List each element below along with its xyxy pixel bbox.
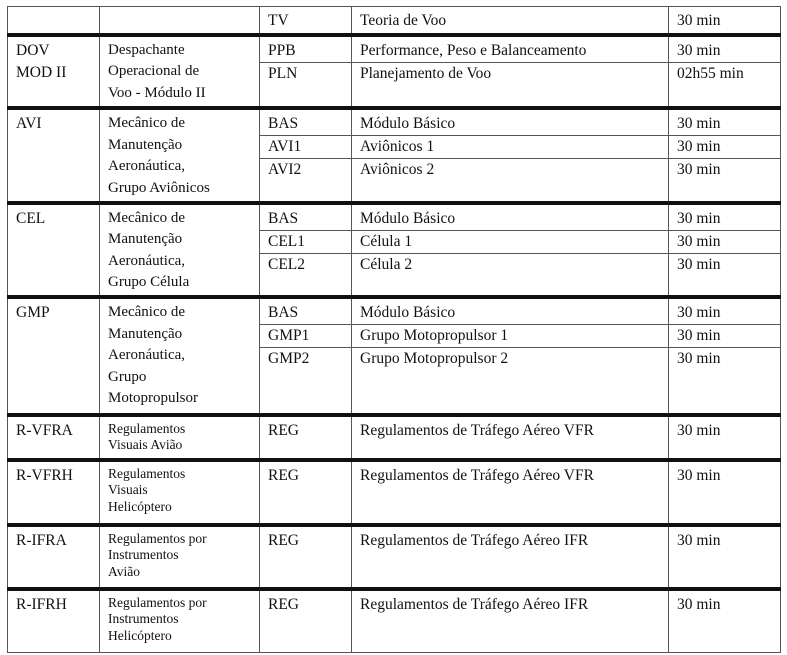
table-row: [8, 297, 781, 325]
course-description: Regulamentos Visuais Helicóptero: [100, 460, 260, 525]
course-code: CEL: [8, 203, 100, 298]
module-code: BAS: [260, 203, 352, 231]
module-title: Grupo Motopropulsor 2: [352, 348, 669, 415]
module-title: Célula 2: [352, 253, 669, 297]
course-description: Mecânico de Manutenção Aeronáutica, Grupo Motopropulsor: [100, 297, 260, 415]
course-code: GMP: [8, 297, 100, 415]
module-code: CEL2: [260, 253, 352, 297]
module-title: Regulamentos de Tráfego Aéreo IFR: [352, 589, 669, 653]
module-title: Teoria de Voo: [352, 7, 669, 35]
course-description: Regulamentos Visuais Avião: [100, 415, 260, 460]
module-title: Regulamentos de Tráfego Aéreo VFR: [352, 460, 669, 525]
module-title: Célula 1: [352, 230, 669, 253]
module-code: REG: [260, 589, 352, 653]
course-description: Mecânico de Manutenção Aeronáutica, Grupo Aviônicos: [100, 108, 260, 203]
module-time: 30 min: [669, 203, 781, 231]
module-time: 30 min: [669, 525, 781, 589]
course-code: R-IFRA: [8, 525, 100, 589]
module-time: 30 min: [669, 589, 781, 653]
module-title: Regulamentos de Tráfego Aéreo VFR: [352, 415, 669, 460]
description-cell: [100, 7, 260, 35]
module-time: 30 min: [669, 7, 781, 35]
module-time: 30 min: [669, 460, 781, 525]
course-description: Despachante Operacional de Voo - Módulo II: [100, 35, 260, 109]
module-title: Planejamento de Voo: [352, 62, 669, 108]
table-row: [8, 460, 781, 525]
table-row: [8, 108, 781, 136]
module-time: 30 min: [669, 159, 781, 203]
module-title: Módulo Básico: [352, 203, 669, 231]
course-description: Regulamentos por Instrumentos Avião: [100, 525, 260, 589]
table-row: [8, 415, 781, 460]
module-time: 30 min: [669, 108, 781, 136]
module-code: BAS: [260, 297, 352, 325]
table-row: [8, 203, 781, 231]
module-time: 30 min: [669, 297, 781, 325]
module-code: REG: [260, 525, 352, 589]
module-title: Regulamentos de Tráfego Aéreo IFR: [352, 525, 669, 589]
module-title: Aviônicos 1: [352, 136, 669, 159]
module-code: REG: [260, 415, 352, 460]
exam-modules-table: [7, 6, 781, 653]
course-code: R-IFRH: [8, 589, 100, 653]
module-time: 30 min: [669, 348, 781, 415]
course-code: R-VFRH: [8, 460, 100, 525]
module-code: PPB: [260, 35, 352, 63]
module-time: 30 min: [669, 415, 781, 460]
course-code: AVI: [8, 108, 100, 203]
module-code: REG: [260, 460, 352, 525]
course-code-line: DOV: [16, 41, 50, 59]
course-description: Mecânico de Manutenção Aeronáutica, Grupo Célula: [100, 203, 260, 298]
module-time: 30 min: [669, 136, 781, 159]
module-time: 30 min: [669, 325, 781, 348]
course-code-line: MOD II: [16, 63, 67, 81]
module-time: 30 min: [669, 230, 781, 253]
module-title: Módulo Básico: [352, 297, 669, 325]
course-code: [8, 35, 100, 109]
module-code: PLN: [260, 62, 352, 108]
module-code: GMP1: [260, 325, 352, 348]
module-title: Performance, Peso e Balanceamento: [352, 35, 669, 63]
module-title: Grupo Motopropulsor 1: [352, 325, 669, 348]
module-code: AVI2: [260, 159, 352, 203]
table-row: [8, 525, 781, 589]
module-title: Aviônicos 2: [352, 159, 669, 203]
module-time: 02h55 min: [669, 62, 781, 108]
module-code: TV: [260, 7, 352, 35]
table-row: [8, 35, 781, 63]
table-row: [8, 589, 781, 653]
module-time: 30 min: [669, 35, 781, 63]
module-title: Módulo Básico: [352, 108, 669, 136]
module-code: CEL1: [260, 230, 352, 253]
table-row: [8, 7, 781, 35]
module-code: GMP2: [260, 348, 352, 415]
course-description: Regulamentos por Instrumentos Helicóptero: [100, 589, 260, 653]
module-time: 30 min: [669, 253, 781, 297]
module-code: AVI1: [260, 136, 352, 159]
code-cell: [8, 7, 100, 35]
course-code: R-VFRA: [8, 415, 100, 460]
module-code: BAS: [260, 108, 352, 136]
